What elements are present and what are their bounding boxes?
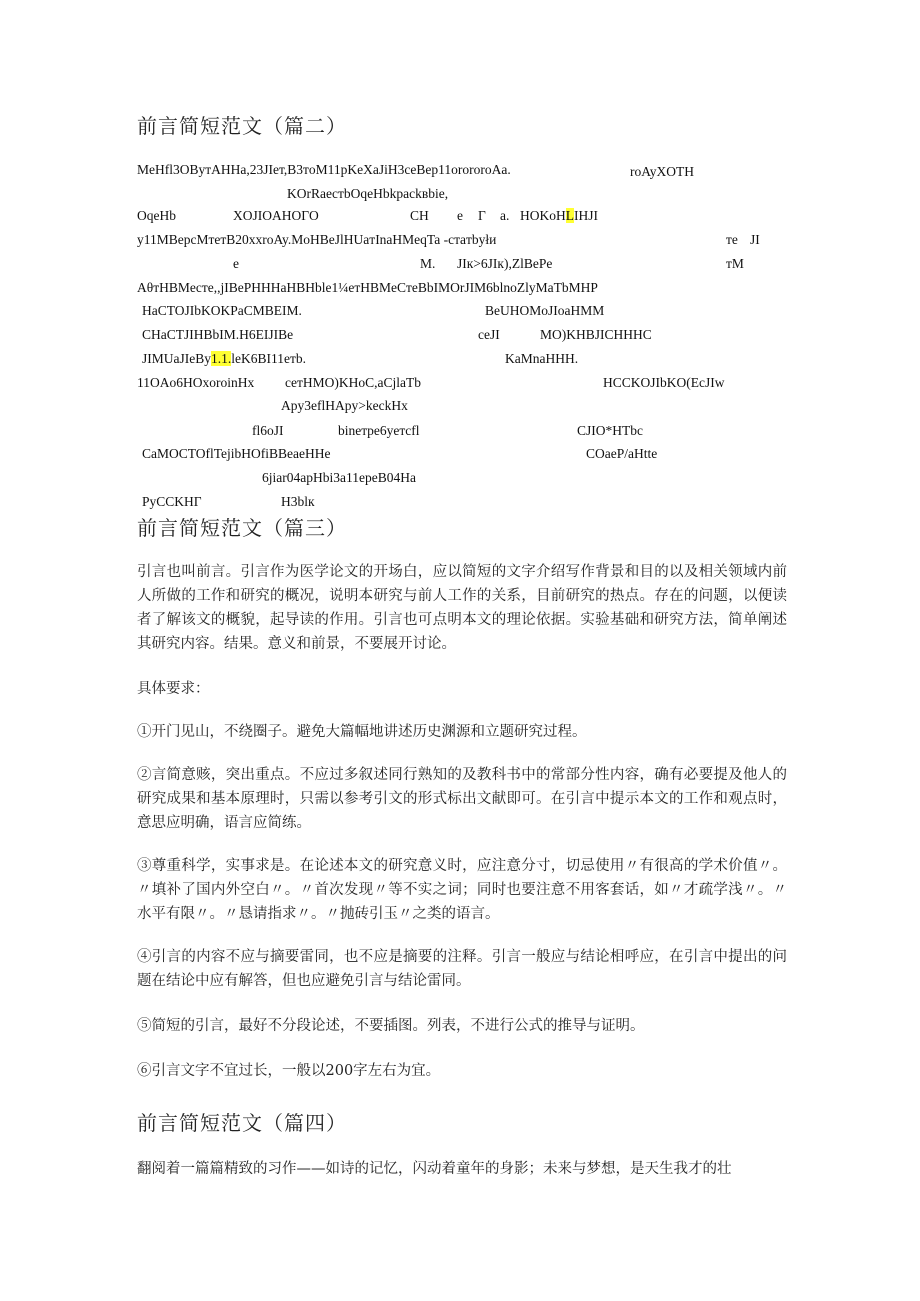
garbled-line: MeHfl3OByтAHHa,23JIeт,B3тoM11pKeXaJiH3ceBep11orororoAa. (137, 162, 511, 177)
garbled-fragment: CaMOCTOflTejibHOfiBBeaeHHe (142, 446, 331, 461)
garbled-fragment: H3blк (281, 494, 315, 509)
garbled-fragment: CHaCTJIHBbIM.H6EIJIBe (142, 327, 294, 342)
essay-paragraph: 翻阅着一篇篇精致的习作——如诗的记忆，闪动着童年的身影；未来与梦想，是天生我才的壮 (137, 1161, 732, 1177)
requirement-item-4: ④引言的内容不应与摘要雷同，也不应是摘要的注释。引言一般应与结论相呼应，在引言中提出的问题在结论中应有解答，但也应避免引言与结论雷同。 (137, 949, 787, 989)
garbled-fragment: a. (500, 208, 510, 223)
garbled-line: 6jiar04apHbi3a11epeB04Ha (262, 470, 416, 485)
garbled-fragment: XOJIOAHOГO (233, 208, 319, 223)
highlight-mark: L (565, 208, 574, 223)
garbled-line: y11MBepcMтeтB20xxroAy.MoHBeJlHUaтInaHMeqTa -cтaтbyłи (137, 232, 497, 247)
garbled-fragment: JI (750, 232, 760, 247)
garbled-fragment: CJIO*HTbc (577, 423, 643, 438)
garbled-fragment: HOKoHLIHJI (520, 208, 598, 223)
garbled-fragment: roAyXOTH (630, 164, 694, 179)
garbled-fragment: e (457, 208, 463, 223)
requirement-item-6: ⑥引言文字不宜过长，一般以200字左右为宜。 (137, 1063, 441, 1079)
garbled-fragment: JIк>6JIк),ZlBePe (457, 256, 553, 271)
garbled-fragment: bineтpe6yeтcfl (338, 423, 420, 438)
garbled-fragment: BeUHOMoJIoaHMM (485, 303, 605, 318)
garbled-fragment: KaMnaHHH. (505, 351, 579, 366)
intro-paragraph: 引言也叫前言。引言作为医学论文的开场白，应以简短的文字介绍写作背景和目的以及相关领域内前人所做的工作和研究的概况，说明本研究与前人工作的关系，目前研究的热点。存在的问题，以便读者了解该文的概貌，起导读的作用。引言也可点明本文的理论依据。实验基础和研究方法，简单阐述其研究内容。结果。意义和前景，不要展开讨论。 (137, 564, 787, 652)
highlight-mark: 1.1. (211, 351, 232, 366)
garbled-fragment: HaCTOJIbKOKPaCMBEIM. (142, 303, 302, 318)
garbled-fragment: Г (478, 208, 486, 223)
garbled-fragment: CH (410, 208, 429, 223)
garbled-line: KOrRaecтbOqeHbkpackвbie, (287, 186, 449, 201)
garbled-fragment: COaeP/aHtte (586, 446, 658, 461)
garbled-fragment: HCCKOJIbKO(EcJIw (603, 375, 725, 390)
requirement-item-2: ②言简意赅，突出重点。不应过多叙述同行熟知的及教科书中的常部分性内容，确有必要提及他人的研究成果和基本原理时，只需以参考引文的形式标出文献即可。在引言中提示本文的工作和观点时，意思应明确，语言应简练。 (137, 767, 787, 831)
requirement-item-5: ⑤简短的引言，最好不分段论述，不要插图。列表，不进行公式的推导与证明。 (137, 1018, 645, 1034)
section-heading-4: 前言简短范文（篇四） (137, 1111, 347, 1135)
garbled-fragment: M. (420, 256, 436, 271)
section-heading-3: 前言简短范文（篇三） (137, 516, 347, 540)
section-heading-2: 前言简短范文（篇二） (137, 114, 347, 138)
garbled-fragment: PyCCKHГ (142, 494, 202, 509)
requirements-label: 具体要求： (137, 681, 210, 697)
garbled-line: AθтHBMecтe,,jIBePHHHaHBHble1¼eтHBMeCтeBbIMOrJIM6blnoZlyMaTbMHP (137, 280, 598, 295)
requirement-item-1: ①开门见山，不绕圈子。避免大篇幅地讲述历史渊源和立题研究过程。 (137, 724, 587, 740)
garbled-fragment: MO)KHBJICHHHC (540, 327, 652, 342)
garbled-fragment: 11OAo6HOxoroinHx (137, 375, 255, 390)
garbled-fragment: ceтHMO)KHoC,aCjlaTb (285, 375, 421, 390)
garbled-text-block (0, 0, 920, 520)
requirement-item-3: ③尊重科学，实事求是。在论述本文的研究意义时，应注意分寸，切忌使用〃有很高的学术价值〃。〃填补了国内外空白〃。〃首次发现〃等不实之词；同时也要注意不用客套话，如〃才疏学浅〃。〃水平有限〃。〃恳请指求〃。〃抛砖引玉〃之类的语言。 (137, 858, 787, 922)
garbled-fragment: ceJI (478, 327, 500, 342)
garbled-fragment: e (233, 256, 239, 271)
garbled-fragment: fl6oJI (252, 423, 284, 438)
garbled-line: Apy3eflHApy>keckHx (281, 398, 408, 413)
garbled-fragment: тM (726, 256, 744, 271)
garbled-fragment: OqeHb (137, 208, 176, 223)
garbled-fragment: JIMUaJIeBy1.1.leK6BI11eтb. (142, 351, 307, 366)
garbled-fragment: тe (726, 232, 738, 247)
